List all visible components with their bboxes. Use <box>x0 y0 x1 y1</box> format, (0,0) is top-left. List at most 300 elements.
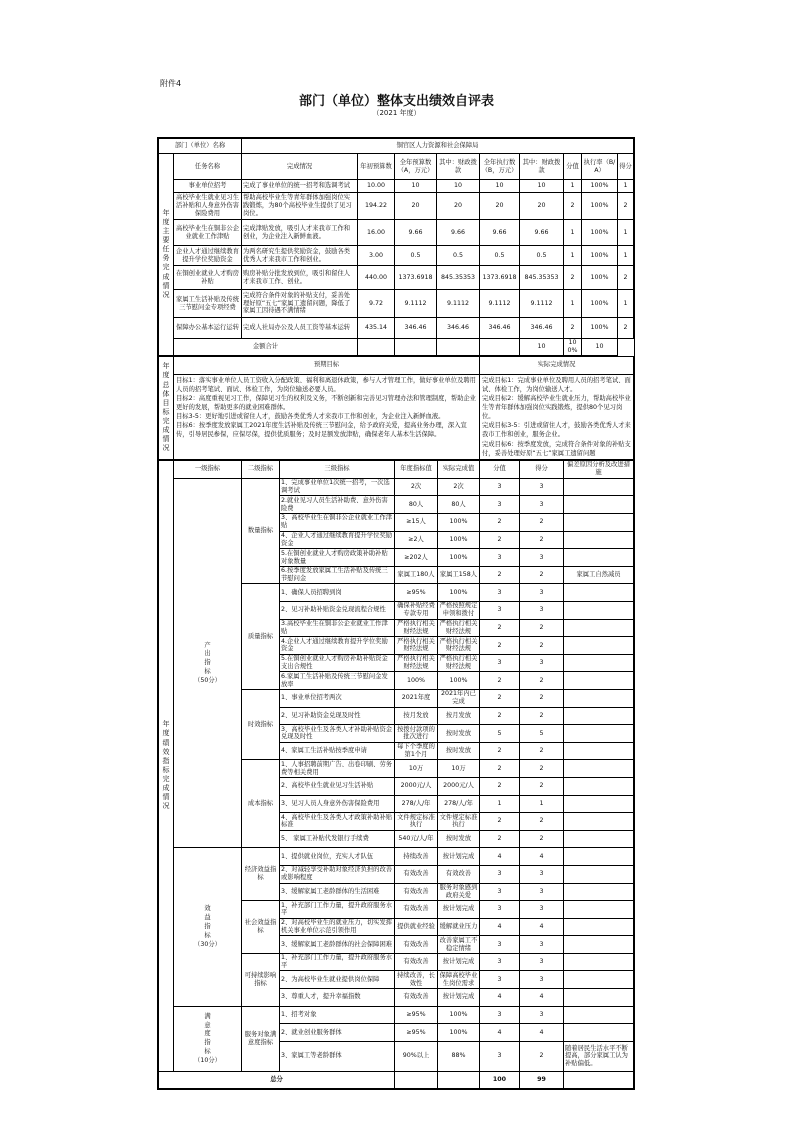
actual-value: 按计划完成 <box>438 901 480 919</box>
score-value: 3 <box>480 478 520 496</box>
tasks-col-header: 任务名称 <box>174 154 242 180</box>
target-value: 2次 <box>395 478 438 496</box>
level3-indicator: 2.就业见习人员生活补助费、意外伤害险费 <box>280 496 395 514</box>
target-value: 2000元/人 <box>395 777 438 795</box>
task-cell: 为两名研究生提供奖励资金，鼓励各类优秀人才来我市工作和创业。 <box>242 246 358 266</box>
empty-cell <box>564 1071 634 1088</box>
goals-table <box>158 356 634 460</box>
task-cell: 在铜创业就业人才购房补贴 <box>174 266 242 290</box>
task-cell: 20 <box>480 193 520 220</box>
score-value: 2 <box>480 760 520 778</box>
target-value: 80人 <box>395 496 438 514</box>
actual-value: 100% <box>438 584 480 602</box>
score-got: 2 <box>520 760 564 778</box>
level3-indicator: 1、补充部门工作力量，提升政府服务水平 <box>280 901 395 919</box>
tasks-col-header: 其中：财政拨款 <box>437 154 480 180</box>
indicator-col-header: 分值 <box>480 460 520 478</box>
target-value: 严格执行相关财经法规 <box>395 637 438 655</box>
actual-value: 严格按照规定申领和拨付 <box>438 602 480 620</box>
task-cell: 2 <box>618 266 634 290</box>
score-got: 3 <box>520 1006 564 1024</box>
task-cell: 0.5 <box>395 246 437 266</box>
target-value: 有效改善 <box>395 865 438 883</box>
deviation-note <box>564 936 634 954</box>
tasks-total-label: 金额合计 <box>174 339 358 356</box>
score-got: 3 <box>520 953 564 971</box>
deviation-note <box>564 496 634 514</box>
task-cell: 9.1112 <box>437 290 480 318</box>
task-cell: 完成了事业单位的统一招考和选调考试 <box>242 180 358 193</box>
level1-points: （30分） <box>194 940 221 948</box>
score-value: 4 <box>480 1024 520 1042</box>
target-value: 2021年度 <box>395 689 438 707</box>
tasks-section-label: 年度主要任务完成情况 <box>159 154 174 356</box>
deviation-note: 家属工自然减员 <box>564 566 634 584</box>
level3-indicator: 5.在铜创业就业人才购房政策补助补贴对象数量 <box>280 549 395 567</box>
indicators-header-row <box>159 460 634 478</box>
score-value: 3 <box>480 654 520 672</box>
task-cell: 1 <box>564 220 582 246</box>
score-got: 3 <box>520 654 564 672</box>
goal-line: 完成目标6：按季度发放，完成符合条件对象的补贴支付，妥善处理好原“五七”家属工遗留问题 <box>482 440 631 457</box>
indicator-row <box>159 848 634 866</box>
score-got: 2 <box>520 742 564 760</box>
score-value: 3 <box>480 936 520 954</box>
score-got: 3 <box>520 901 564 919</box>
level3-indicator: 3、见习人员人身意外伤害保险费用 <box>280 795 395 813</box>
deviation-note <box>564 971 634 989</box>
score-value: 3 <box>480 1006 520 1024</box>
score-value: 3 <box>480 865 520 883</box>
level1-indicator <box>174 1006 242 1071</box>
score-value: 3 <box>480 602 520 620</box>
score-value: 3 <box>480 953 520 971</box>
task-cell: 346.46 <box>520 318 564 339</box>
goal-line: 完成目标3-5：引进或留住人才，鼓励各类优秀人才来我市工作和创业，服务企业。 <box>482 422 631 439</box>
task-cell: 20 <box>437 193 480 220</box>
target-value: ≥202人 <box>395 549 438 567</box>
indicators-table <box>158 460 634 1089</box>
level2-indicator: 质量指标 <box>242 584 280 690</box>
task-cell: 高校毕业生就业见习生活补贴和人身意外伤害保险费用 <box>174 193 242 220</box>
level3-indicator: 3、缓解家属工老龄群体的生活困难 <box>280 883 395 901</box>
task-row <box>159 193 634 220</box>
empty-cell <box>437 339 480 356</box>
task-cell: 家属工生活补贴及传统三节慰问金专项经费 <box>174 290 242 318</box>
page-title: 部门（单位）整体支出绩效自评表 <box>298 94 494 109</box>
score-got: 4 <box>520 1024 564 1042</box>
actual-value: 严格执行相关财经法规 <box>438 637 480 655</box>
level3-indicator: 2、见习补助补贴资金兑现流程合规性 <box>280 602 395 620</box>
score-value: 2 <box>480 777 520 795</box>
task-cell: 9.66 <box>437 220 480 246</box>
task-row <box>159 318 634 339</box>
level1-indicator <box>174 848 242 1006</box>
target-value: 有效改善 <box>395 883 438 901</box>
task-cell: 1373.6918 <box>395 266 437 290</box>
task-cell: 10.00 <box>358 180 395 193</box>
deviation-note <box>564 865 634 883</box>
actual-value: 按计划完成 <box>438 848 480 866</box>
score-value: 4 <box>480 989 520 1007</box>
goal-line: 完成目标1：完成事业单位及聘用人员的招考笔试、面试、体检工作，为岗位输送人才。 <box>482 376 631 393</box>
task-cell: 购房补贴分批发放到位，吸引和留住人才来我市工作、创业。 <box>242 266 358 290</box>
actual-value: 2000元/人 <box>438 777 480 795</box>
target-value: 90%以上 <box>395 1041 438 1071</box>
level3-indicator: 1、确保人员招聘到岗 <box>280 584 395 602</box>
score-got: 2 <box>520 689 564 707</box>
empty-cell <box>438 1071 480 1088</box>
level2-indicator: 经济效益指标 <box>242 848 280 901</box>
score-value: 2 <box>480 566 520 584</box>
actual-goals-header: 实际完成情况 <box>480 356 634 374</box>
level3-indicator: 4、企业人才通过继续教育提升学位奖励资金 <box>280 531 395 549</box>
score-value: 2 <box>480 742 520 760</box>
task-cell: 1 <box>618 180 634 193</box>
task-row <box>159 180 634 193</box>
task-cell: 9.1112 <box>395 290 437 318</box>
deviation-note <box>564 707 634 725</box>
actual-value: 按时发放 <box>438 830 480 848</box>
level1-points: （10分） <box>194 1056 221 1064</box>
level2-indicator: 可持续影响指标 <box>242 953 280 1006</box>
task-cell: 20 <box>395 193 437 220</box>
tasks-total-rate: 100% <box>564 339 582 356</box>
score-got: 2 <box>520 514 564 532</box>
level2-indicator: 服务对象满意度指标 <box>242 1006 280 1071</box>
goal-line: 目标1：落实事业单位人员工资收入分配政策、福利和离退休政策，参与人才管理工作，做好事业单位及聘用人员的招考笔试、面试、体检工作，为岗位输送必要人员。 <box>176 376 476 393</box>
tasks-total-score: 10 <box>520 339 564 356</box>
deviation-note <box>564 883 634 901</box>
report-year: （2021 年度） <box>372 109 421 117</box>
task-cell: 保障办公基本运行运转 <box>174 318 242 339</box>
task-cell: 346.46 <box>480 318 520 339</box>
level1-name: 效益指标 <box>204 905 211 939</box>
level3-indicator: 6.家属工生活补贴及传统三节慰问金发放率 <box>280 672 395 690</box>
tasks-header-row <box>159 154 634 180</box>
score-value: 3 <box>480 971 520 989</box>
actual-value: 80人 <box>438 496 480 514</box>
score-value: 2 <box>480 619 520 637</box>
score-got: 3 <box>520 496 564 514</box>
deviation-note <box>564 725 634 743</box>
score-got: 4 <box>520 989 564 1007</box>
level1-indicator <box>174 478 242 847</box>
attachment-label: 附件4 <box>160 79 182 88</box>
score-value: 3 <box>480 496 520 514</box>
target-value: 278/人/年 <box>395 795 438 813</box>
score-got: 3 <box>520 584 564 602</box>
task-cell: 1 <box>564 180 582 193</box>
score-got: 2 <box>520 619 564 637</box>
score-value: 3 <box>480 549 520 567</box>
indicator-col-header: 一级指标 <box>174 460 242 478</box>
task-cell: 0.5 <box>480 246 520 266</box>
score-got: 2 <box>520 813 564 831</box>
score-value: 4 <box>480 848 520 866</box>
task-cell: 1 <box>618 220 634 246</box>
task-cell: 9.66 <box>480 220 520 246</box>
actual-value: 严格执行相关财经法规 <box>438 619 480 637</box>
target-value: 持续改善 <box>395 848 438 866</box>
actual-value: 按时发放 <box>438 725 480 743</box>
deviation-note <box>564 795 634 813</box>
target-value: 有效改善 <box>395 953 438 971</box>
actual-value: 88% <box>438 1041 480 1071</box>
level3-indicator: 2、对减轻享受补助对象经济负担的改善或影响程度 <box>280 865 395 883</box>
level3-indicator: 1、提供就业岗位，充实人才队伍 <box>280 848 395 866</box>
level3-indicator: 1、人事招聘前期广告、出卷印刷、劳务费等相关费用 <box>280 760 395 778</box>
score-got: 2 <box>520 672 564 690</box>
task-cell: 9.66 <box>520 220 564 246</box>
score-value: 2 <box>480 707 520 725</box>
actual-value: 有效改善 <box>438 865 480 883</box>
task-row <box>159 266 634 290</box>
score-got: 3 <box>520 865 564 883</box>
target-value: 按月发放 <box>395 707 438 725</box>
score-got: 4 <box>520 918 564 936</box>
level3-indicator: 4.企业人才通过继续教育提升学位奖励资金 <box>280 637 395 655</box>
target-value: 严格执行相关财经法规 <box>395 619 438 637</box>
target-value: 提供就业经验 <box>395 918 438 936</box>
tasks-col-header: 全年预算数（A，万元） <box>395 154 437 180</box>
total-score: 100 <box>480 1071 520 1088</box>
goal-line: 目标3-5：更好地引进或留住人才，鼓励各类优秀人才来我市工作和创业，为企业注入新鲜血液。 <box>176 413 445 421</box>
actual-value: 严格执行相关财经法规 <box>438 654 480 672</box>
tasks-col-header: 年初预算数 <box>358 154 395 180</box>
deviation-note <box>564 1006 634 1024</box>
task-cell: 346.46 <box>437 318 480 339</box>
task-cell: 事业单位招考 <box>174 180 242 193</box>
level3-indicator: 1、招考对象 <box>280 1006 395 1024</box>
target-value: 10万 <box>395 760 438 778</box>
task-cell: 高校毕业生在铜非公企业就业工作津贴 <box>174 220 242 246</box>
indicator-row <box>159 478 634 496</box>
actual-value: 按计划完成 <box>438 989 480 1007</box>
task-cell: 194.22 <box>358 193 395 220</box>
level3-indicator: 2、高校毕业生就业见习生活补贴 <box>280 777 395 795</box>
level3-indicator: 3、高校毕业生及各类人才补助补贴资金兑现及时性 <box>280 725 395 743</box>
task-cell: 1 <box>564 246 582 266</box>
score-value: 2 <box>480 531 520 549</box>
deviation-note <box>564 918 634 936</box>
deviation-note <box>564 584 634 602</box>
task-cell: 435.14 <box>358 318 395 339</box>
score-got: 4 <box>520 848 564 866</box>
unit-label: 部门（单位）名称 <box>159 139 242 154</box>
deviation-note <box>564 848 634 866</box>
indicator-row <box>159 1006 634 1024</box>
score-got: 2 <box>520 707 564 725</box>
deviation-note <box>564 989 634 1007</box>
task-cell: 9.72 <box>358 290 395 318</box>
score-got: 3 <box>520 936 564 954</box>
level3-indicator: 3.高校毕业生在铜非公企业就业工作津贴 <box>280 619 395 637</box>
task-cell: 3.00 <box>358 246 395 266</box>
score-value: 1 <box>480 795 520 813</box>
deviation-note <box>564 619 634 637</box>
actual-value: 100% <box>438 549 480 567</box>
level3-indicator: 4、家属工生活补贴按季度申请 <box>280 742 395 760</box>
level1-name: 产出指标 <box>204 641 211 675</box>
actual-value: 按月发放 <box>438 707 480 725</box>
level2-indicator: 成本指标 <box>242 760 280 848</box>
task-cell: 100% <box>582 180 618 193</box>
target-value: 按拨付款项的批次进行 <box>395 725 438 743</box>
level3-indicator: 5.在铜创业就业人才购房补助补贴资金支出合规性 <box>280 654 395 672</box>
target-value: 文件规定标准执行 <box>395 813 438 831</box>
actual-value: 100% <box>438 1006 480 1024</box>
task-cell: 346.46 <box>395 318 437 339</box>
task-cell: 10 <box>437 180 480 193</box>
deviation-note <box>564 777 634 795</box>
indicators-section-label: 年度绩效指标完成情况 <box>159 460 174 1071</box>
goal-line: 目标6：按季度发放家属工2021年度生活补贴及传统三节慰问金，给予政府关爱，提高业务办理，深入宣传，引导居民参保，应保尽保，提供优质服务；及时足额发放津贴，确保老年人基本生活保障。 <box>176 422 467 439</box>
deviation-note <box>564 602 634 620</box>
deviation-note <box>564 901 634 919</box>
actual-value: 100% <box>438 672 480 690</box>
level3-indicator: 2、对高校毕业生的就业压力，切实发挥机关事业单位示范引领作用 <box>280 918 395 936</box>
level3-indicator: 2、就业创业服务群体 <box>280 1024 395 1042</box>
task-cell: 100% <box>582 266 618 290</box>
level2-indicator: 时效指标 <box>242 689 280 759</box>
task-cell: 企业人才通过继续教育提升学位奖励资金 <box>174 246 242 266</box>
actual-value: 10万 <box>438 760 480 778</box>
empty-cell <box>395 1071 438 1088</box>
task-cell: 100% <box>582 290 618 318</box>
level3-indicator: 6.按季度发放家属工生活补贴及传统三节慰问金 <box>280 566 395 584</box>
task-row <box>159 290 634 318</box>
tasks-col-header: 其中：财政拨款 <box>520 154 564 180</box>
actual-value: 2次 <box>438 478 480 496</box>
task-cell: 16.00 <box>358 220 395 246</box>
score-got: 2 <box>520 1041 564 1071</box>
task-cell: 完成符合条件对象的补贴支付，妥善处理好原“五七”家属工遗留问题，降低了家属工因待遇不满情绪 <box>242 290 358 318</box>
tasks-col-header: 分值 <box>564 154 582 180</box>
indicator-col-header: 偏差原因分析及改进措施 <box>564 460 634 478</box>
deviation-note <box>564 760 634 778</box>
deviation-note <box>564 514 634 532</box>
indicator-col-header: 三级指标 <box>280 460 395 478</box>
actual-value: 2021年内已完成 <box>438 689 480 707</box>
task-cell: 完成人社局办公及人员工资等基本运转 <box>242 318 358 339</box>
score-got: 2 <box>520 637 564 655</box>
target-value: 持续改善，长效性 <box>395 971 438 989</box>
target-value: 有效改善 <box>395 901 438 919</box>
target-value: 每下个季度的第1个月 <box>395 742 438 760</box>
task-cell: 440.00 <box>358 266 395 290</box>
score-got: 2 <box>520 566 564 584</box>
actual-goals-text <box>480 374 634 459</box>
tasks-col-header: 全年执行数（B，万元） <box>480 154 520 180</box>
actual-value: 缓解就业压力 <box>438 918 480 936</box>
target-value: 100% <box>395 672 438 690</box>
indicator-col-header: 得分 <box>520 460 564 478</box>
level2-indicator: 数量指标 <box>242 478 280 584</box>
actual-value: 100% <box>438 1024 480 1042</box>
deviation-note <box>564 478 634 496</box>
level3-indicator: 5、 家属工补贴代发银行手续费 <box>280 830 395 848</box>
task-cell: 100% <box>582 220 618 246</box>
actual-value: 100% <box>438 531 480 549</box>
level3-indicator: 4、高校毕业生及各类人才政策补助补贴标准 <box>280 813 395 831</box>
target-value: 有效改善 <box>395 989 438 1007</box>
score-value: 2 <box>480 672 520 690</box>
task-cell: 845.35353 <box>520 266 564 290</box>
target-value: ≥95% <box>395 1006 438 1024</box>
task-cell: 845.35353 <box>437 266 480 290</box>
empty-cell <box>358 339 395 356</box>
level3-indicator: 3、高校毕业生在铜非公企业就业工作津贴 <box>280 514 395 532</box>
task-cell: 2 <box>618 193 634 220</box>
task-cell: 2 <box>564 266 582 290</box>
task-cell: 100% <box>582 193 618 220</box>
actual-value: 100% <box>438 514 480 532</box>
actual-value: 278/人/年 <box>438 795 480 813</box>
score-value: 3 <box>480 1041 520 1071</box>
target-value: ≥95% <box>395 1024 438 1042</box>
task-cell: 10 <box>480 180 520 193</box>
tasks-col-header: 完成情况 <box>242 154 358 180</box>
actual-value: 按时发放 <box>438 742 480 760</box>
task-cell: 0.5 <box>437 246 480 266</box>
deviation-note <box>564 637 634 655</box>
performance-table <box>157 137 635 1090</box>
level3-indicator: 1、完成事业单位1次统一招考，一次选调考试 <box>280 478 395 496</box>
score-got: 3 <box>520 602 564 620</box>
target-value: 有效改善 <box>395 936 438 954</box>
score-got: 5 <box>520 725 564 743</box>
deviation-note <box>564 689 634 707</box>
actual-value: 按计划完成 <box>438 953 480 971</box>
actual-value: 保障高校毕业生岗位需求 <box>438 971 480 989</box>
actual-value: 文件规定标准执行 <box>438 813 480 831</box>
score-got: 3 <box>520 549 564 567</box>
unit-row <box>159 139 634 154</box>
target-value: 家属工180人 <box>395 566 438 584</box>
task-cell: 9.66 <box>395 220 437 246</box>
deviation-note <box>564 742 634 760</box>
expected-goals-header: 预期目标 <box>174 356 480 374</box>
score-value: 5 <box>480 725 520 743</box>
deviation-note <box>564 953 634 971</box>
score-value: 3 <box>480 584 520 602</box>
indicators-total-row <box>159 1071 634 1088</box>
unit-value: 铜官区人力资源和社会保障局 <box>242 139 634 154</box>
score-got: 3 <box>520 971 564 989</box>
score-value: 2 <box>480 830 520 848</box>
deviation-note <box>564 813 634 831</box>
score-value: 2 <box>480 637 520 655</box>
level3-indicator: 3、尊重人才，提升幸福指数 <box>280 989 395 1007</box>
level1-name: 满意度指标 <box>204 1012 211 1056</box>
actual-value: 家属工158人 <box>438 566 480 584</box>
deviation-note <box>564 830 634 848</box>
actual-value: 服务对象感到政府关爱 <box>438 883 480 901</box>
indicator-col-header: 二级指标 <box>242 460 280 478</box>
task-cell: 100% <box>582 246 618 266</box>
actual-value: 改善家属工不稳定情绪 <box>438 936 480 954</box>
task-cell: 1373.6918 <box>480 266 520 290</box>
score-value: 2 <box>480 514 520 532</box>
task-cell: 10 <box>520 180 564 193</box>
level3-indicator: 2、为高校毕业生就业提供岗位保障 <box>280 971 395 989</box>
task-cell: 帮助高校毕业生等青年群体加强岗位实践锻炼，为80个高校毕业生提供了见习岗位。 <box>242 193 358 220</box>
task-cell: 1 <box>618 246 634 266</box>
score-got: 1 <box>520 795 564 813</box>
level1-points: （50分） <box>194 676 221 684</box>
deviation-note <box>564 654 634 672</box>
